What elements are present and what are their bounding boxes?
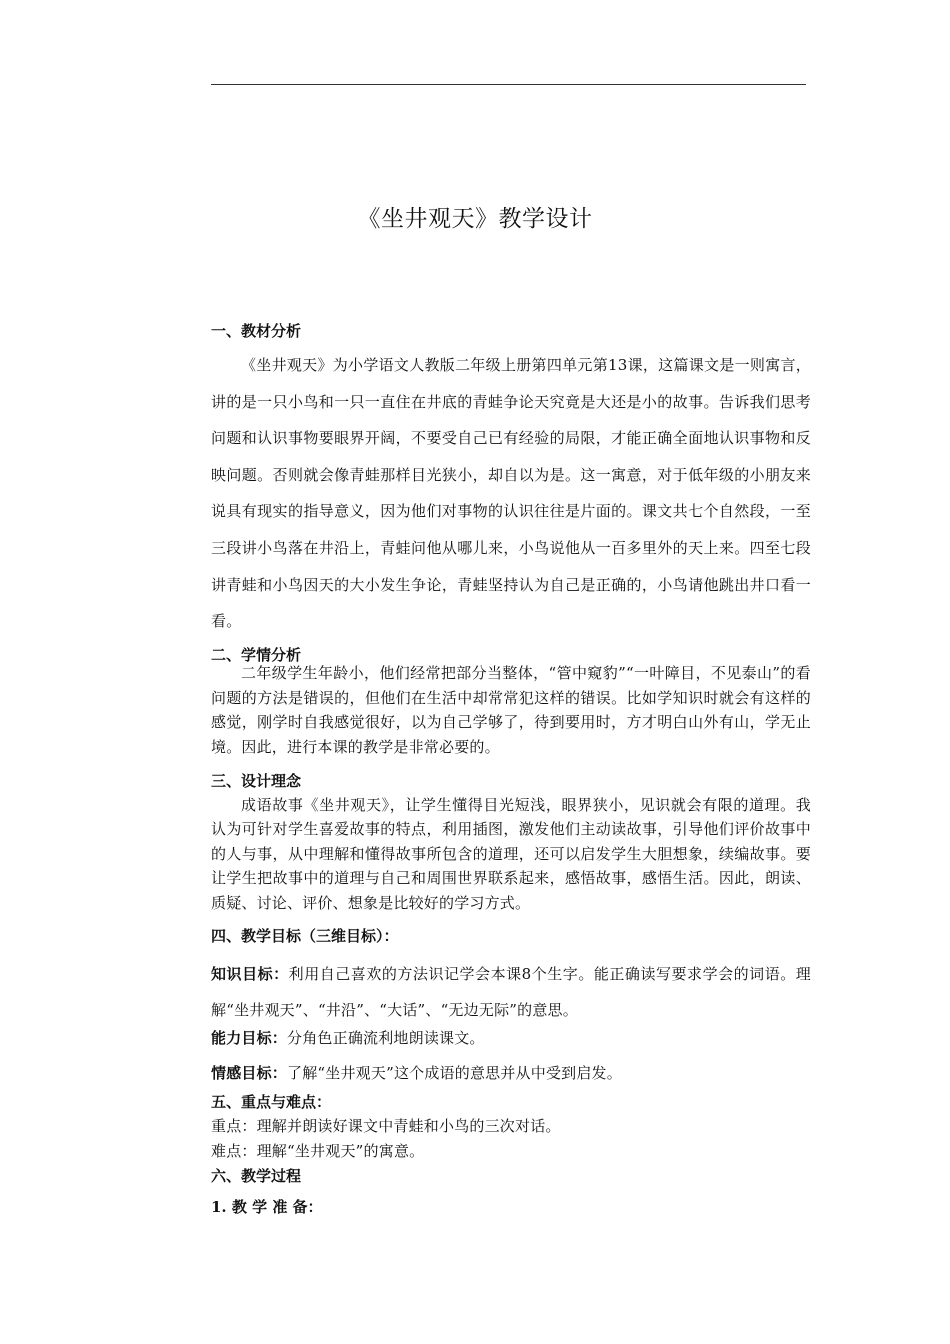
document-title: 《坐井观天》教学设计 — [357, 206, 593, 232]
process-step-preparation: 1. 教 学 准 备： — [211, 1198, 323, 1216]
difficult-point: 难点：理解“坐井观天”的寓意。 — [211, 1142, 425, 1160]
objective-knowledge-text: 利用自己喜欢的方法识记学会本课8个生字。能正确读写要求学会的词语。理解“坐井观天”、“井沿”、“大话”、“无边无际”的意思。 — [211, 965, 811, 1019]
objective-emotion-text: 了解“坐井观天”这个成语的意思并从中受到启发。 — [287, 1064, 622, 1082]
section-heading-concept: 三、设计理念 — [211, 772, 302, 790]
paragraph-concept: 成语故事《坐井观天》，让学生懂得目光短浅，眼界狭小，见识就会有限的道理。我认为可针对学生喜爱故事的特点，利用插图，激发他们主动读故事，引导他们评价故事中的人与事，从中理解和懂得故事所包含的道理，还可以启发学生大胆想象，续编故事。要让学生把故事中的道理与自己和周围世界联系起来，感悟故事，感悟生活。因此，朗读、质疑、讨论、评价、想象是比较好的学习方式。 — [211, 796, 811, 912]
section-heading-students: 二、学情分析 — [211, 646, 302, 664]
paragraph-materials: 《坐井观天》为小学语文人教版二年级上册第四单元第13课，这篇课文是一则寓言，讲的是一只小鸟和一只一直住在井底的青蛙争论天究竟是大还是小的故事。告诉我们思考问题和认识事物要眼界开阔，不要受自己已有经验的局限，才能正确全面地认识事物和反映问题。否则就会像青蛙那样目光狭小，却自以为是。这一寓意，对于低年级的小朋友来说具有现实的指导意义，因为他们对事物的认识往往是片面的。课文共七个自然段，一至三段讲小鸟落在井沿上，青蛙问他从哪儿来，小鸟说他从一百多里外的天上来。四至七段讲青蛙和小鸟因天的大小发生争论，青蛙坚持认为自己是正确的，小鸟请他跳出井口看一看。 — [211, 356, 811, 631]
section-heading-materials: 一、教材分析 — [211, 322, 302, 340]
objective-ability-label: 能力目标： — [211, 1029, 288, 1047]
objective-ability — [211, 1027, 811, 1049]
paragraph-students: 二年级学生年龄小，他们经常把部分当整体，“管中窥豹”“一叶障目，不见泰山”的看问题的方法是错误的，但他们在生活中却常常犯这样的错误。比如学知识时就会有这样的感觉，刚学时自我感觉很好，以为自己学够了，待到要用时，方才明白山外有山，学无止境。因此，进行本课的教学是非常必要的。 — [211, 664, 811, 756]
section-heading-process: 六、教学过程 — [211, 1167, 302, 1185]
objective-knowledge — [211, 956, 811, 1028]
objective-emotion-label: 情感目标： — [211, 1064, 288, 1082]
section-heading-objectives: 四、教学目标（三维目标）： — [211, 927, 399, 945]
objective-ability-text: 分角色正确流利地朗读课文。 — [287, 1029, 485, 1047]
section-heading-keypoints: 五、重点与难点： — [211, 1093, 332, 1111]
objective-knowledge-label: 知识目标： — [211, 965, 289, 983]
key-point: 重点：理解并朗读好课文中青蛙和小鸟的三次对话。 — [211, 1117, 561, 1135]
objective-emotion — [211, 1062, 811, 1084]
header-rule — [211, 84, 806, 85]
